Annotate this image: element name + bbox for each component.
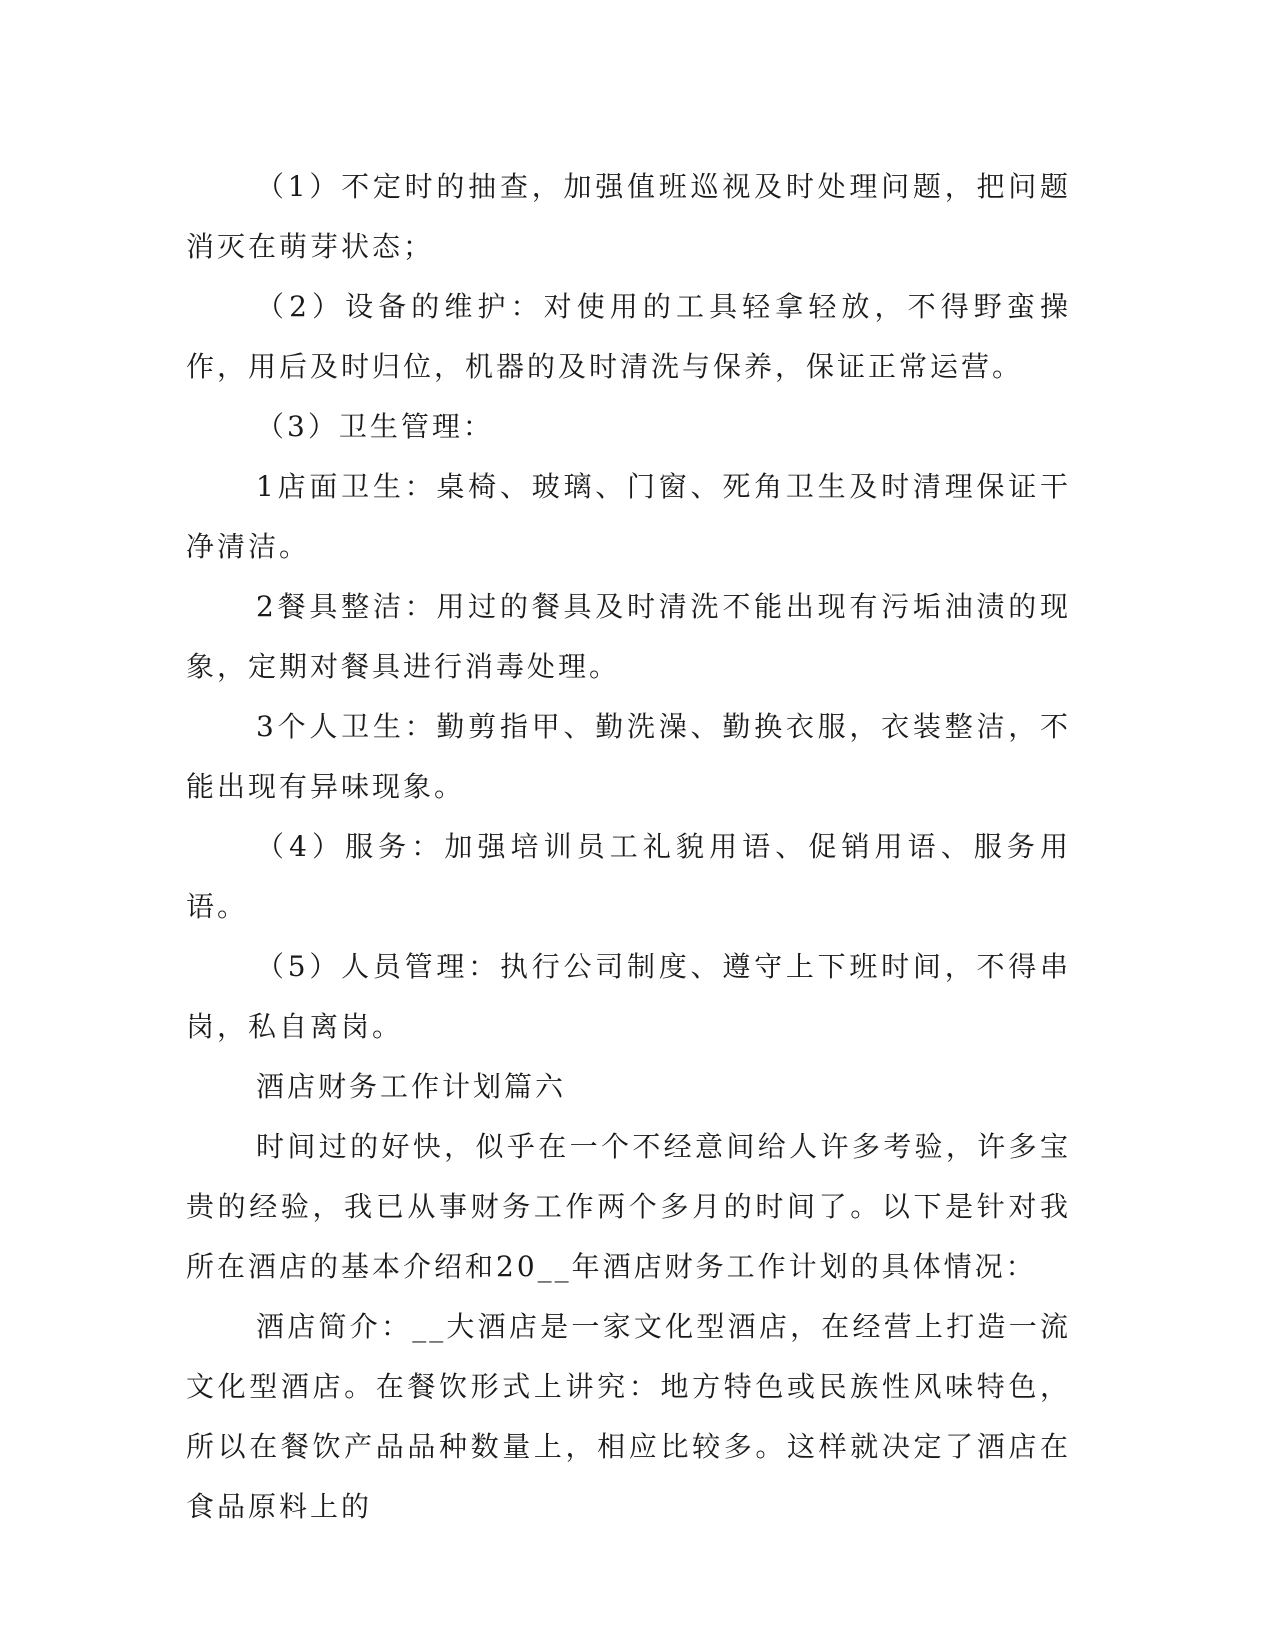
paragraph-hotel-profile: 酒店简介：__大酒店是一家文化型酒店，在经营上打造一流文化型酒店。在餐饮形式上讲究：地方特色或民族性风味特色，所以在餐饮产品品种数量上，相应比较多。这样就决定了酒店在食品原料上的 [186, 1310, 1071, 1523]
section-heading: 酒店财务工作计划篇六 [256, 1070, 567, 1103]
paragraph-hygiene-management: （3）卫生管理： [256, 410, 494, 443]
paragraph-tableware-cleanliness: 2餐具整洁：用过的餐具及时清洗不能出现有污垢油渍的现象，定期对餐具进行消毒处理。 [186, 590, 1071, 683]
paragraph-equipment-maintenance: （2）设备的维护：对使用的工具轻拿轻放，不得野蛮操作，用后及时归位，机器的及时清洗与保养，保证正常运营。 [186, 290, 1071, 383]
paragraph-storefront-hygiene: 1店面卫生：桌椅、玻璃、门窗、死角卫生及时清理保证干净清洁。 [186, 470, 1071, 563]
paragraph-intro: 时间过的好快，似乎在一个不经意间给人许多考验，许多宝贵的经验，我已从事财务工作两个多月的时间了。以下是针对我所在酒店的基本介绍和20__年酒店财务工作计划的具体情况： [186, 1130, 1071, 1283]
paragraph-staff-management: （5）人员管理：执行公司制度、遵守上下班时间，不得串岗，私自离岗。 [186, 950, 1071, 1043]
document-body [186, 157, 1071, 1537]
paragraph-service: （4）服务：加强培训员工礼貌用语、促销用语、服务用语。 [186, 830, 1071, 923]
paragraph-personal-hygiene: 3个人卫生：勤剪指甲、勤洗澡、勤换衣服，衣装整洁，不能出现有异味现象。 [186, 710, 1071, 803]
paragraph-spot-check: （1）不定时的抽查，加强值班巡视及时处理问题，把问题消灭在萌芽状态； [186, 170, 1071, 263]
